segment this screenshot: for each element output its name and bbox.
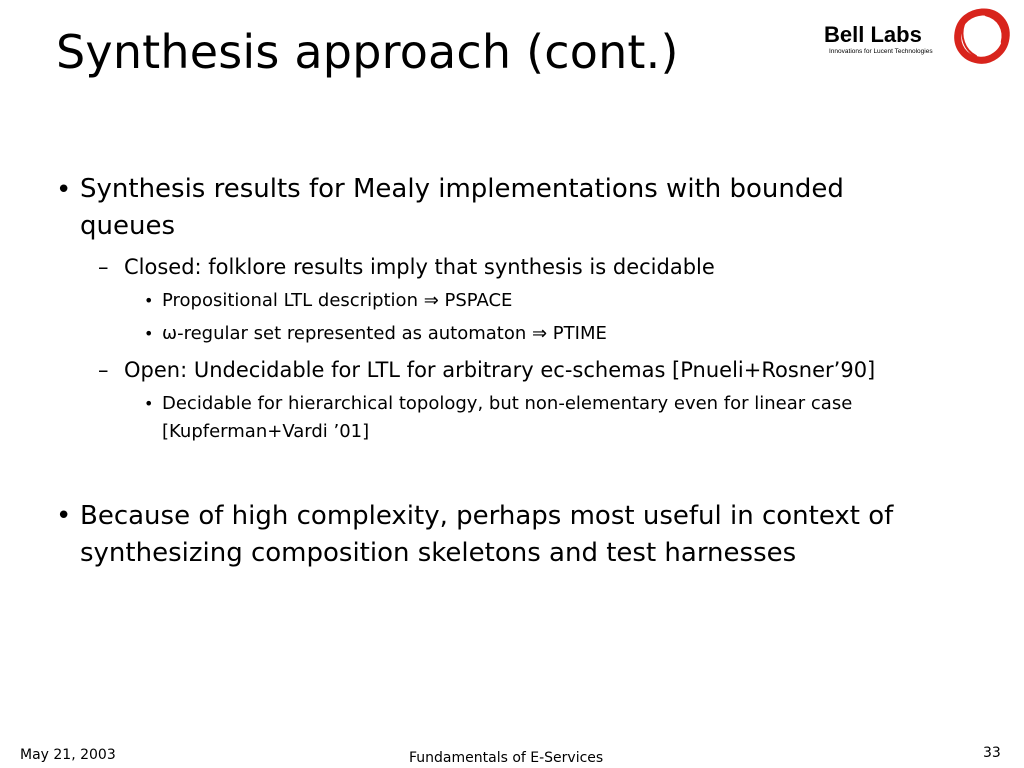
bullet-2-dot: •	[56, 501, 72, 531]
sub-sub-bullet-hierarchical-line-2: [Kupferman+Vardi ’01]	[162, 421, 370, 442]
sub-sub-bullet-ltl: Propositional LTL description ⇒ PSPACE	[162, 290, 513, 311]
sub-bullet-closed-dash: –	[98, 255, 109, 279]
sub-bullet-open: Open: Undecidable for LTL for arbitrary ec-schemas [Pnueli+Rosner’90]	[124, 358, 876, 382]
lucent-ring-icon	[952, 6, 1012, 66]
footer-date: May 21, 2003	[20, 747, 116, 763]
slide-title: Synthesis approach (cont.)	[56, 25, 679, 79]
sub-sub-bullet-2-dot: •	[144, 324, 154, 343]
page-number: 33	[983, 745, 1001, 761]
sub-sub-bullet-1-dot: •	[144, 291, 154, 310]
sub-bullet-closed: Closed: folklore results imply that synthesis is decidable	[124, 255, 715, 279]
logo-name: Bell Labs	[824, 22, 922, 47]
sub-bullet-open-dash: –	[98, 358, 109, 382]
sub-sub-bullet-omega: ω-regular set represented as automaton ⇒ PTIME	[162, 323, 607, 344]
bullet-2-line-2: synthesizing composition skeletons and test harnesses	[80, 538, 797, 568]
bell-labs-logo	[822, 6, 1014, 70]
footer-title: Fundamentals of E-Services	[409, 750, 604, 766]
bullet-1-line-1: Synthesis results for Mealy implementations with bounded	[80, 174, 844, 204]
bullet-1-line-2: queues	[80, 211, 175, 241]
logo-tagline: Innovations for Lucent Technologies	[829, 48, 933, 55]
bullet-1-dot: •	[56, 175, 72, 205]
sub-sub-bullet-hierarchical-line-1: Decidable for hierarchical topology, but non-elementary even for linear case	[162, 393, 853, 414]
sub-sub-bullet-3-dot: •	[144, 394, 154, 413]
bullet-2-line-1: Because of high complexity, perhaps most useful in context of	[80, 501, 894, 531]
